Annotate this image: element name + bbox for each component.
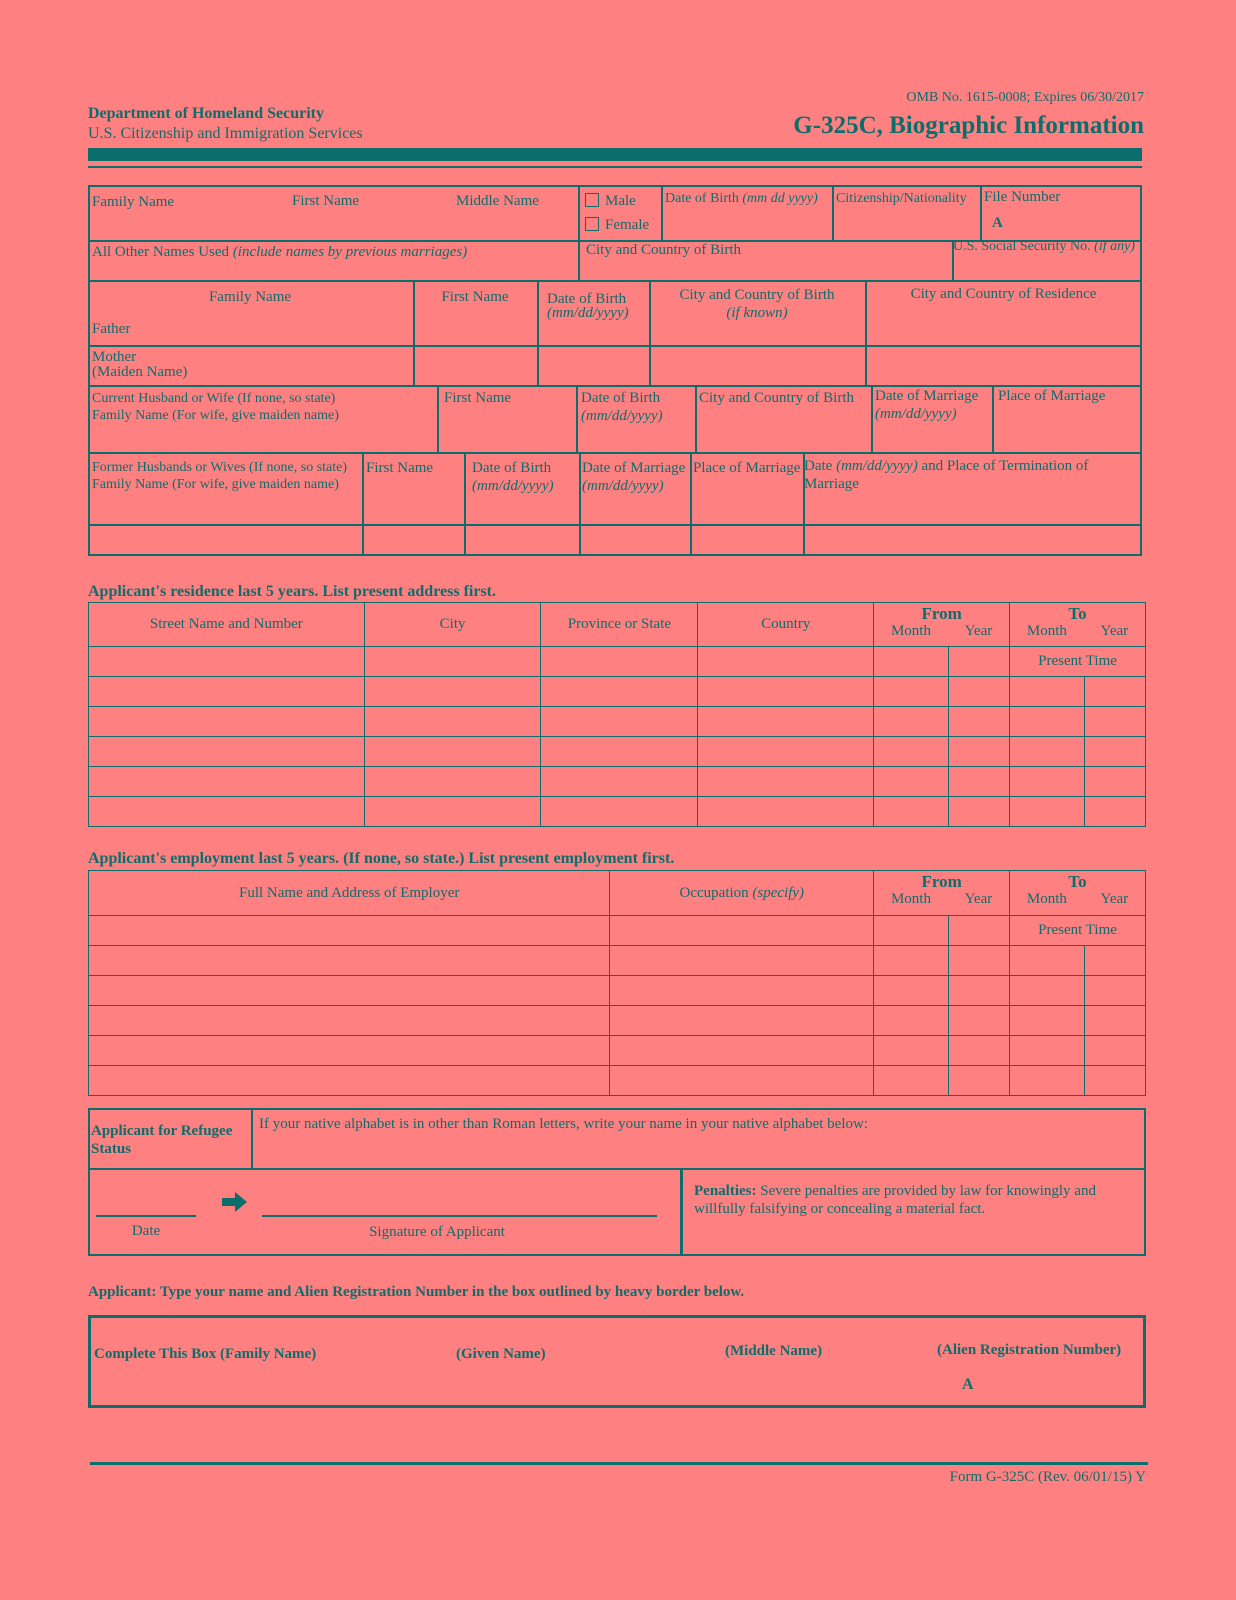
father-label: Father [92,321,131,337]
divider [579,452,581,556]
male-label: Male [605,193,636,209]
signature-label: Signature of Applicant [369,1224,505,1240]
complete-alien-number-label: (Alien Registration Number) [937,1342,1122,1358]
divider [695,385,697,453]
parents-dob-label: Date of Birth (mm/dd/yyyy) [547,291,629,321]
row-divider [88,1168,1146,1170]
row-divider [88,452,1142,454]
department-name: Department of Homeland Security [88,105,324,122]
agency-name: U.S. Citizenship and Immigration Services [88,125,363,142]
divider [437,385,439,453]
penalties-note: Penalties: Severe penalties are provided by law for knowingly and willfully falsifying or concealing a material fact. [694,1183,1096,1217]
divider [251,1108,253,1170]
mother-label: Mother (Maiden Name) [92,349,188,380]
spouse-first-name-label: First Name [444,390,512,406]
residence-row [89,797,1146,827]
female-option[interactable] [585,216,649,234]
dob-label: Date of Birth (mm dd yyyy) [665,191,818,206]
employment-table [88,870,1146,1096]
employment-row [89,976,1146,1006]
divider [832,185,834,240]
former-marriage-place-label: Place of Marriage [693,460,801,476]
former-marriage-date-label: Date of Marriage (mm/dd/yyyy) [582,460,686,494]
complete-middle-name-label: (Middle Name) [725,1343,823,1359]
employment-row [89,1036,1146,1066]
file-number-prefix: A [992,215,1003,231]
residence-row [89,677,1146,707]
divider [537,280,539,385]
employment-row [89,1066,1146,1096]
female-label: Female [605,217,650,233]
parents-first-name-label: First Name [441,289,509,305]
marriage-place-label: Place of Marriage [998,388,1106,404]
family-name-label: Family Name [92,194,175,210]
form-title: G-325C, Biographic Information [793,112,1144,139]
birth-place-label: City and Country of Birth [586,242,741,258]
row-divider [88,345,1142,347]
former-first-name-label: First Name [366,460,434,476]
residence-row [89,707,1146,737]
residence-row [89,737,1146,767]
divider [680,1168,683,1256]
first-name-label: First Name [292,193,360,209]
residence-table [88,602,1146,827]
complete-family-name-label: Complete This Box (Family Name) [94,1346,317,1362]
divider [576,385,578,453]
former-dob-label: Date of Birth (mm/dd/yyyy) [472,460,554,494]
arrow-right-icon [222,1191,248,1218]
agency-block [88,104,363,144]
date-line[interactable] [96,1215,196,1217]
divider [464,452,466,556]
present-time-label: Present Time [1010,647,1146,677]
divider [578,185,580,281]
divider [362,452,364,556]
female-checkbox[interactable] [585,217,599,231]
complete-box-instruction: Applicant: Type your name and Alien Registration Number in the box outlined by heavy border below. [88,1284,745,1300]
row-divider [88,280,1142,282]
divider [661,185,663,240]
termination-label: Date (mm/dd/yyyy) and Place of Termination of Marriage [804,458,1089,492]
city-column-header: City [364,603,541,647]
divider [992,385,994,453]
employment-from-header: From Month Year [874,871,1010,916]
file-number-label: File Number [984,189,1061,205]
native-alphabet-label: If your native alphabet is in other than Roman letters, write your name in your native alphabet below: [259,1116,868,1132]
employment-row [89,946,1146,976]
employment-heading: Applicant's employment last 5 years. (If none, so state.) List present employment first. [88,850,675,867]
parents-family-name-label: Family Name [208,289,292,305]
residence-row [89,767,1146,797]
spouse-dob-label: Date of Birth (mm/dd/yyyy) [581,390,663,424]
street-column-header: Street Name and Number [89,603,365,647]
present-time-label: Present Time [1010,916,1146,946]
citizenship-label: Citizenship/Nationality [836,191,967,206]
refugee-status-label: Applicant for Refugee Status [91,1123,233,1157]
date-label: Date [131,1223,161,1239]
marriage-date-label: Date of Marriage (mm/dd/yyyy) [875,388,979,422]
row-divider [88,385,1142,387]
former-spouse-label: Former Husbands or Wives (If none, so state) Family Name (For wife, give maiden name) [92,460,348,492]
residence-to-header: To Month Year [1010,603,1146,647]
parents-birth-place-label: City and Country of Birth (if known) [679,287,835,321]
residence-from-header: From Month Year [874,603,1010,647]
parents-residence-label: City and Country of Residence [910,286,1097,302]
residence-row [89,647,1146,677]
province-column-header: Province or State [541,603,698,647]
alien-number-prefix: A [962,1376,974,1393]
form-edition: Form G-325C (Rev. 06/01/15) Y [949,1469,1146,1485]
header-rule [88,166,1142,168]
divider [690,452,692,556]
complete-given-name-label: (Given Name) [456,1346,546,1362]
divider [980,185,982,240]
employment-row [89,1006,1146,1036]
employer-column-header: Full Name and Address of Employer [89,871,610,916]
spouse-birth-place-label: City and Country of Birth [699,390,854,406]
middle-name-label: Middle Name [456,193,539,209]
country-column-header: Country [698,603,874,647]
employment-row [89,916,1146,946]
signature-line[interactable] [262,1215,657,1217]
male-checkbox[interactable] [585,193,599,207]
footer-rule [90,1462,1148,1465]
employment-to-header: To Month Year [1010,871,1146,916]
header-bar [88,148,1142,161]
male-option[interactable] [585,192,636,210]
ssn-label: U.S. Social Security No. (if any) [953,239,1135,254]
occupation-column-header: Occupation (specify) [610,871,874,916]
divider [871,385,873,453]
residence-heading: Applicant's residence last 5 years. List present address first. [88,583,496,600]
omb-number: OMB No. 1615-0008; Expires 06/30/2017 [906,90,1144,105]
spouse-label: Current Husband or Wife (If none, so state) Family Name (For wife, give maiden name) [92,391,339,423]
row-divider [88,524,1142,526]
other-names-label: All Other Names Used (include names by previous marriages) [92,244,468,260]
